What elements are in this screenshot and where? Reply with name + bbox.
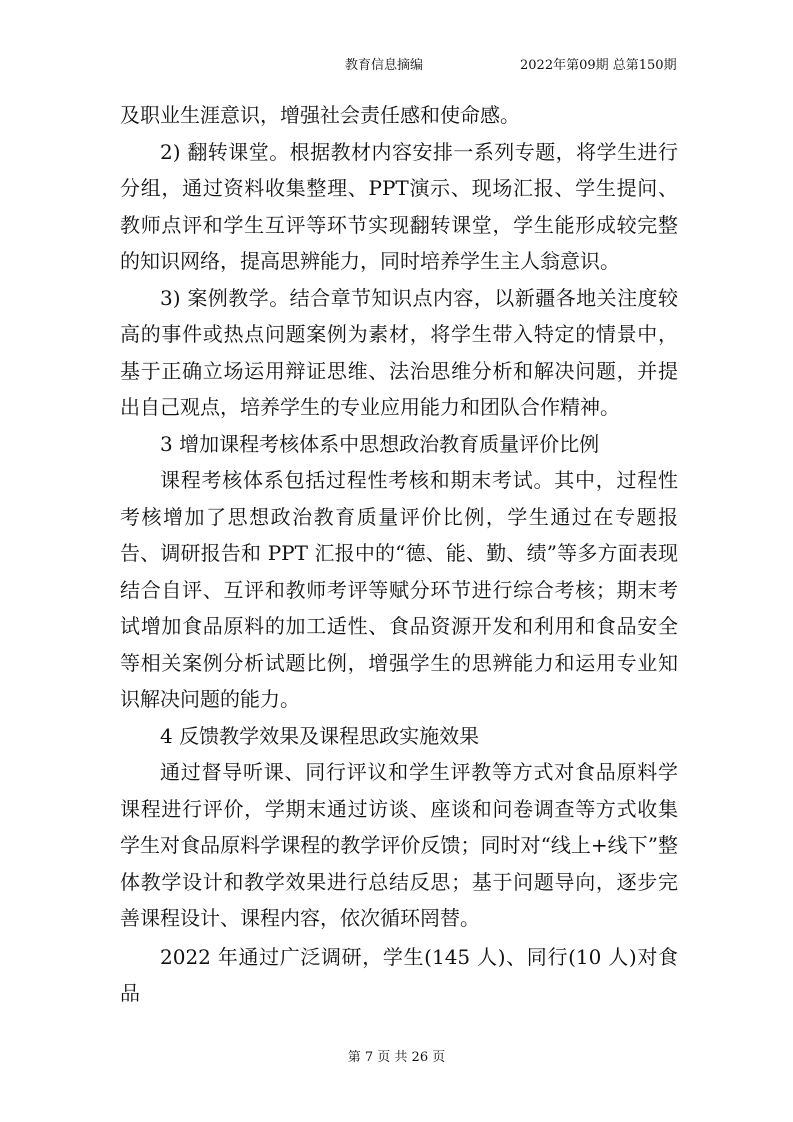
paragraph: 课程考核体系包括过程性考核和期末考试。其中，过程性考核增加了思想政治教育质量评价比例，学生通过在专题报告、调研报告和 PPT 汇报中的“德、能、勤、绩”等多方面表现结合自评、互评和教师考评等赋分环节进行综合考核；期末考试增加食品原料的加工适性、食品资源开发和利用和食品安全等相关案例分析试题比例，增强学生的思辨能力和运用专业知识解决问题的能力。: [120, 468, 678, 711]
paragraph: 2) 翻转课堂。根据教材内容安排一系列专题，将学生进行分组，通过资料收集整理、PPT演示、现场汇报、学生提问、教师点评和学生互评等环节实现翻转课堂，学生能形成较完整的知识网络，提高思辨能力，同时培养学生主人翁意识。: [120, 139, 678, 273]
section-heading: 3 增加课程考核体系中思想政治教育质量评价比例: [160, 431, 600, 456]
document-body: [120, 97, 678, 1012]
page-footer: [0, 1046, 793, 1065]
page-number: 第 7 页 共 26 页: [347, 1050, 446, 1065]
page-header: [0, 54, 793, 74]
paragraph: 及职业生涯意识，增强社会责任感和使命感。: [120, 103, 520, 127]
paragraph: 3) 案例教学。结合章节知识点内容，以新疆各地关注度较高的事件或热点问题案例为素材，将学生带入特定的情景中，基于正确立场运用辩证思维、法治思维分析和解决问题，并提出自己观点，培养学生的专业应用能力和团队合作精神。: [120, 285, 678, 419]
paragraph: 通过督导听课、同行评议和学生评教等方式对食品原料学课程进行评价，学期末通过访谈、座谈和问卷调查等方式收集学生对食品原料学课程的教学评价反馈；同时对“线上+线下”整体教学设计和教学效果进行总结反思；基于问题导向，逐步完善课程设计、课程内容，依次循环罔替。: [120, 760, 678, 930]
paragraph: 2022 年通过广泛调研，学生(145 人)、同行(10 人)对食品: [120, 944, 678, 1005]
section-heading: 4 反馈教学效果及课程思政实施效果: [160, 723, 480, 748]
journal-name: 教育信息摘编: [345, 58, 424, 73]
issue-info: 2022年第09期 总第150期: [520, 58, 677, 73]
